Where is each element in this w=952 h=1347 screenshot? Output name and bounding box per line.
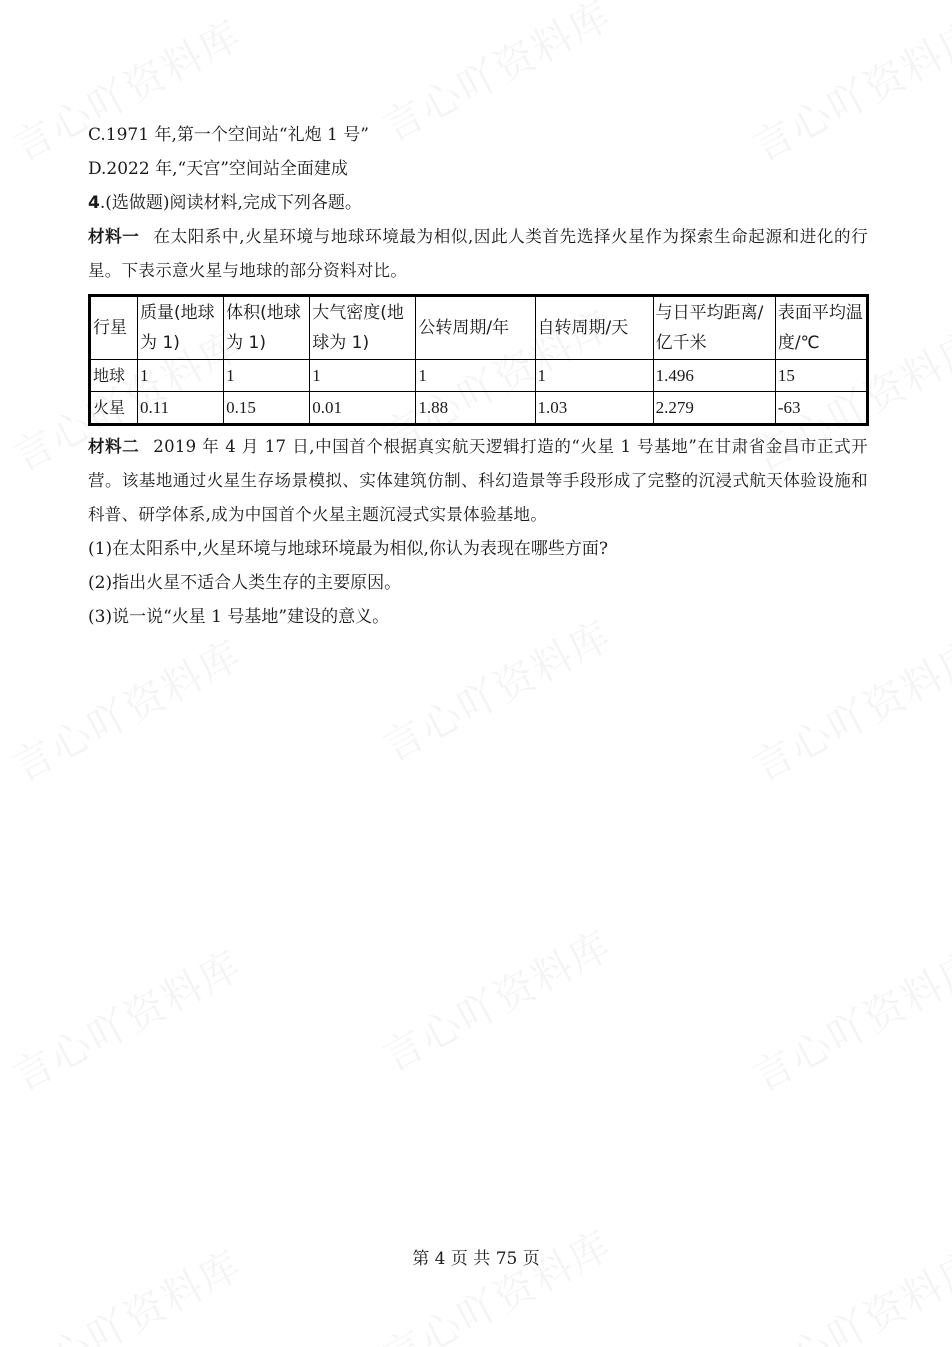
table-cell: 1.03	[535, 392, 653, 425]
table-cell: 15	[775, 360, 867, 392]
material-2-text: 2019 年 4 月 17 日,中国首个根据真实航天逻辑打造的“火星 1 号基地”在甘肃省金昌市正式开营。该基地通过火星生存场景模拟、实体建筑仿制、科幻造景等手段形成了完整的沉浸式航天体验设施和科普、研学体系,成为中国首个火星主题沉浸式实景体验基地。	[88, 437, 868, 524]
document-body	[88, 118, 868, 634]
table-cell: 地球	[90, 360, 138, 392]
table-header-cell: 体积(地球为 1)	[224, 296, 310, 360]
page-number: 第 4 页 共 75 页	[412, 1249, 540, 1269]
table-cell: 火星	[90, 392, 138, 425]
table-cell: 0.11	[138, 392, 224, 425]
table-cell: 0.01	[310, 392, 416, 425]
table-cell: 2.279	[653, 392, 775, 425]
table-cell: -63	[775, 392, 867, 425]
watermark	[371, 914, 620, 1083]
table-cell: 1	[310, 360, 416, 392]
table-header-cell: 与日平均距离/亿千米	[653, 296, 775, 360]
option-d: D.2022 年,“天宫”空间站全面建成	[88, 159, 348, 179]
watermark	[741, 934, 952, 1103]
watermark	[371, 1214, 620, 1347]
table-header-row	[90, 296, 868, 360]
watermark	[741, 624, 952, 793]
table-header-cell: 行星	[90, 296, 138, 360]
table-header-cell: 质量(地球为 1)	[138, 296, 224, 360]
table-header-cell: 自转周期/天	[535, 296, 653, 360]
watermark	[1, 934, 250, 1103]
table-header-cell: 大气密度(地球为 1)	[310, 296, 416, 360]
table-cell: 0.15	[224, 392, 310, 425]
question-number: 4	[88, 193, 100, 213]
table-cell: 1.496	[653, 360, 775, 392]
material-2	[88, 430, 868, 532]
subquestion-1: (1)在太阳系中,火星环境与地球环境最为相似,你认为表现在哪些方面?	[88, 539, 609, 559]
table-cell: 1	[535, 360, 653, 392]
subquestion-2: (2)指出火星不适合人类生存的主要原因。	[88, 573, 402, 593]
material-2-label: 材料二	[88, 437, 140, 456]
question-text: .(选做题)阅读材料,完成下列各题。	[99, 193, 362, 213]
table-cell: 1	[416, 360, 535, 392]
material-1-label: 材料一	[88, 227, 140, 246]
material-1	[88, 220, 868, 288]
question-4	[88, 186, 868, 220]
table-cell: 1	[224, 360, 310, 392]
watermark	[1, 624, 250, 793]
subquestion-3: (3)说一说“火星 1 号基地”建设的意义。	[88, 607, 390, 627]
planet-comparison-table	[88, 294, 869, 426]
material-1-text: 在太阳系中,火星环境与地球环境最为相似,因此人类首先选择火星作为探索生命起源和进化的行星。下表示意火星与地球的部分资料对比。	[88, 227, 868, 280]
table-row	[90, 392, 868, 425]
table-row	[90, 360, 868, 392]
table-cell: 1	[138, 360, 224, 392]
table-header-cell: 表面平均温度/℃	[775, 296, 867, 360]
table-header-cell: 公转周期/年	[416, 296, 535, 360]
table-cell: 1.88	[416, 392, 535, 425]
option-c: C.1971 年,第一个空间站“礼炮 1 号”	[88, 125, 369, 145]
